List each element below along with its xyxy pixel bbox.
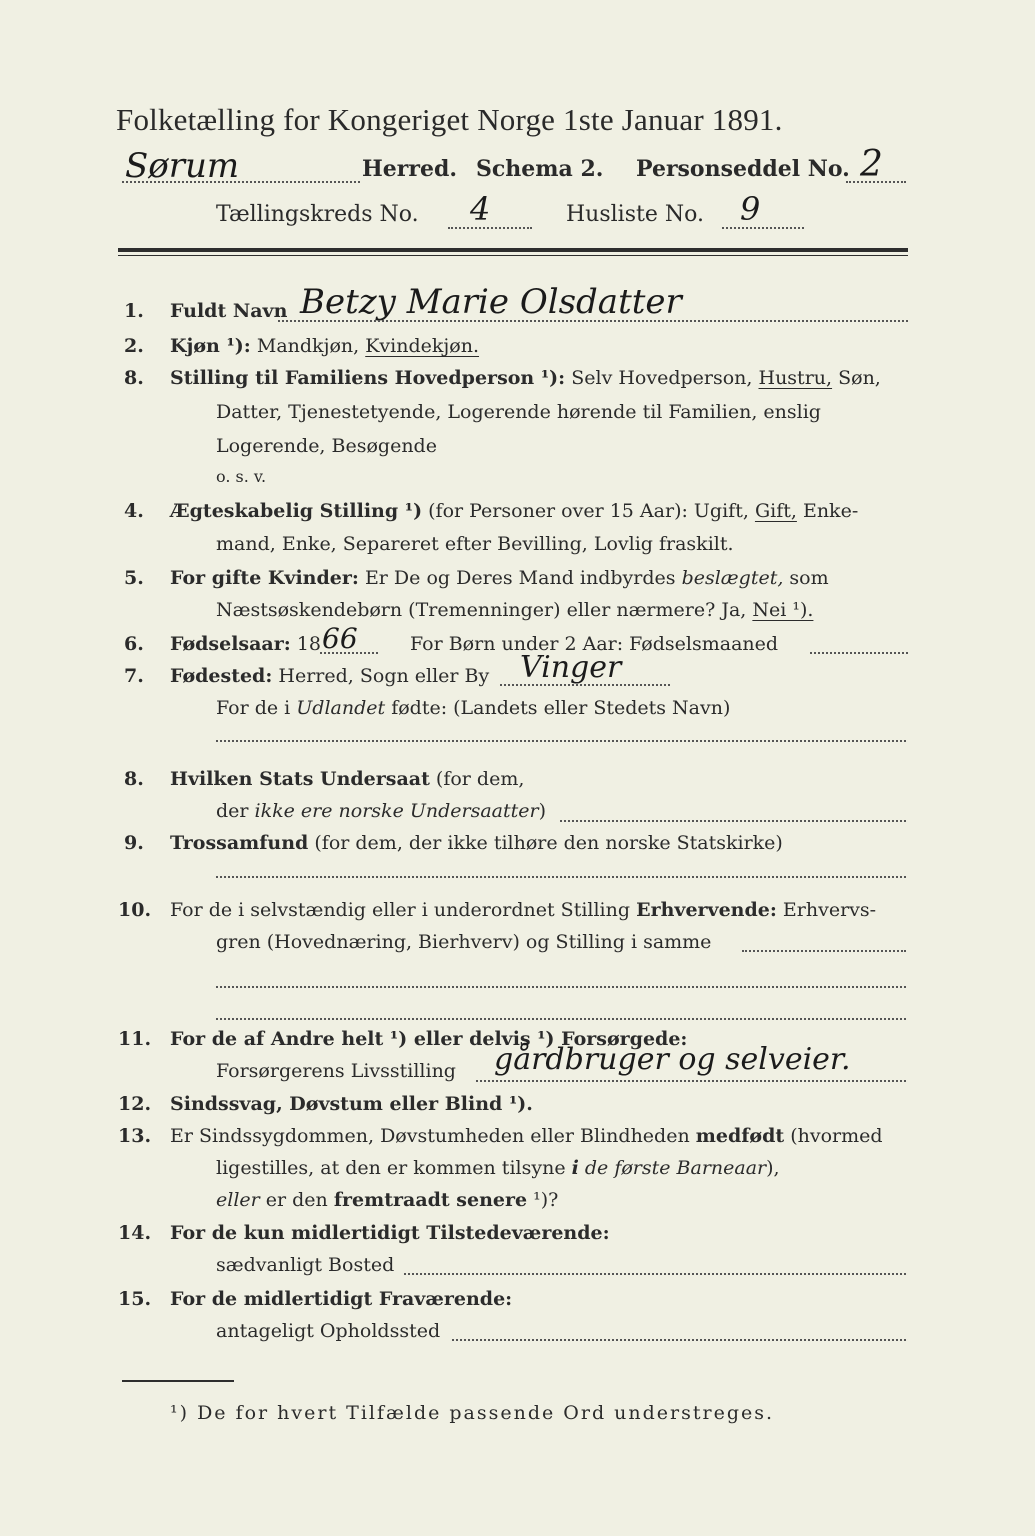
abroad-text-end: fødte: (Landets eller Stedets Navn) — [391, 697, 731, 719]
supporter-label: Forsørgerens Livsstilling — [216, 1060, 456, 1082]
related-italic: beslægtet, — [681, 567, 784, 589]
schema-label: Schema 2. — [476, 156, 604, 182]
citizenship-paren: ) — [538, 800, 547, 822]
congenital-text-end: (hvormed — [790, 1125, 883, 1147]
birthplace-text: Herred, Sogn eller By — [278, 665, 490, 687]
birthyear-dots — [320, 652, 378, 654]
kreds-value: 4 — [470, 190, 491, 228]
item-number: 9. — [124, 832, 144, 854]
supporter-value: gårdbruger og selveier. — [494, 1042, 851, 1077]
temp-present-label: For de kun midlertidigt Tilstedeværende: — [170, 1222, 610, 1244]
item-number: 8. — [124, 367, 144, 389]
husliste-value: 9 — [740, 190, 761, 228]
kreds-dots — [448, 227, 532, 229]
birthyear-value: 66 — [322, 622, 358, 655]
herred-label: Herred. — [362, 156, 458, 182]
item-number: 6. — [124, 633, 144, 655]
sex-label: Kjøn ¹): — [170, 335, 251, 357]
occupation-dots-3 — [216, 1018, 906, 1020]
form-title: Folketælling for Kongeriget Norge 1ste Januar 1891. — [116, 102, 783, 137]
marital-label: Ægteskabelig Stilling ¹) — [170, 500, 423, 522]
sex-female-underlined: Kvindekjøn. — [365, 335, 480, 357]
citizenship-label: Hvilken Stats Undersaat — [170, 768, 430, 790]
citizenship-text: (for dem, — [435, 768, 525, 790]
item-number: 8. — [124, 768, 144, 790]
marital-text: (for Personer over 15 Aar): Ugift, — [428, 500, 749, 522]
kreds-label: Tællingskreds No. — [216, 202, 419, 227]
item-number: 4. — [124, 500, 144, 522]
birthplace-dots — [500, 684, 670, 686]
congenital-line3-end: ¹)? — [533, 1189, 559, 1211]
related-text-end: som — [789, 567, 829, 589]
occupation-dots-2 — [216, 986, 906, 988]
supporter-dots — [476, 1080, 906, 1082]
position-line2: Datter, Tjenestetyende, Logerende hørende til Familien, enslig — [216, 401, 821, 423]
position-text-end: Søn, — [838, 367, 881, 389]
item-number: 1. — [124, 300, 144, 322]
item-number: 10. — [118, 899, 152, 921]
birthmonth-label: For Børn under 2 Aar: Fødselsmaaned — [410, 633, 779, 655]
personseddel-dots — [846, 181, 906, 183]
marital-text-end: Enke- — [802, 500, 859, 522]
sex-male: Mandkjøn, — [256, 335, 360, 357]
herred-value: Sørum — [125, 146, 240, 186]
occupation-dots-1 — [742, 950, 906, 952]
herred-dots — [122, 181, 360, 183]
congenital-line3: er den — [265, 1189, 328, 1211]
congenital-label: medfødt — [695, 1125, 785, 1147]
name-label: Fuldt Navn — [170, 300, 288, 322]
abroad-text: For de i — [216, 697, 291, 719]
religion-text: (for dem, der ikke tilhøre den norske Statskirke) — [314, 832, 783, 854]
husliste-dots — [722, 227, 804, 229]
congenital-or: eller — [216, 1189, 260, 1211]
congenital-line2-end: ), — [766, 1157, 780, 1179]
supported-label: For de af Andre helt ¹) eller delvis ¹) Forsørgede: — [170, 1028, 688, 1050]
congenital-text: Er Sindssygdommen, Døvstumheden eller Blindheden — [170, 1125, 690, 1147]
citizenship-line2: der — [216, 800, 249, 822]
abroad-italic: Udlandet — [296, 697, 386, 719]
footnote: ¹) De for hvert Tilfælde passende Ord understreges. — [170, 1402, 775, 1424]
item-number: 7. — [124, 665, 144, 687]
birthplace-label: Fødested: — [170, 665, 273, 687]
personseddel-label: Personseddel No. — [636, 156, 850, 182]
citizenship-dots — [560, 820, 906, 822]
header-rule-thin — [118, 255, 908, 256]
occupation-line2: gren (Hovednæring, Bierhverv) og Stilling i samme — [216, 931, 712, 953]
usual-residence-label: sædvanligt Bosted — [216, 1254, 395, 1276]
name-value: Betzy Marie Olsdatter — [300, 282, 682, 322]
position-label: Stilling til Familiens Hovedperson ¹): — [170, 367, 566, 389]
usual-residence-dots — [404, 1273, 906, 1275]
related-line2: Næstsøskendebørn (Tremenninger) eller nærmere? Ja, — [216, 599, 747, 621]
religion-label: Trossamfund — [170, 832, 309, 854]
related-text: Er De og Deres Mand indbyrdes — [364, 567, 676, 589]
marital-line2: mand, Enke, Separeret efter Bevilling, Lovlig fraskilt. — [216, 533, 734, 555]
birthyear-prefix: 18 — [296, 633, 321, 655]
item-number: 15. — [118, 1288, 152, 1310]
header-rule-thick — [118, 248, 908, 252]
occupation-label: Erhvervende: — [636, 899, 777, 921]
citizenship-italic: ikke ere norske Undersaatter — [254, 800, 539, 822]
related-underlined: Nei ¹). — [752, 599, 814, 621]
item-number: 13. — [118, 1125, 152, 1147]
congenital-line2: ligestilles, at den er kommen tilsyne — [216, 1157, 566, 1179]
marital-underlined: Gift, — [754, 500, 797, 522]
position-line3: Logerende, Besøgende — [216, 435, 437, 457]
birthyear-label: Fødselsaar: — [170, 633, 291, 655]
birthmonth-dots — [810, 652, 908, 654]
personseddel-value: 2 — [860, 144, 883, 185]
whereabouts-label: antageligt Opholdssted — [216, 1320, 441, 1342]
item-number: 14. — [118, 1222, 152, 1244]
name-dots — [278, 320, 908, 322]
husliste-label: Husliste No. — [566, 202, 704, 227]
footnote-rule — [122, 1380, 234, 1382]
birthplace-value: Vinger — [520, 650, 622, 685]
abroad-dots — [216, 740, 906, 742]
temp-absent-label: For de midlertidigt Fraværende: — [170, 1288, 513, 1310]
occupation-text: For de i selvstændig eller i underordnet Stilling — [170, 899, 631, 921]
congenital-i: i — [571, 1157, 579, 1179]
congenital-later: fremtraadt senere — [333, 1189, 528, 1211]
position-text: Selv Hovedperson, — [571, 367, 753, 389]
disability-label: Sindssvag, Døvstum eller Blind ¹). — [170, 1093, 533, 1115]
position-line4: o. s. v. — [216, 467, 267, 486]
position-underlined: Hustru, — [758, 367, 833, 389]
item-number: 5. — [124, 567, 144, 589]
religion-dots — [216, 876, 906, 878]
occupation-text-end: Erhvervs- — [782, 899, 877, 921]
related-label: For gifte Kvinder: — [170, 567, 359, 589]
congenital-italic: de første Barneaar — [584, 1157, 767, 1179]
whereabouts-dots — [452, 1339, 906, 1341]
item-number: 2. — [124, 335, 144, 357]
item-number: 12. — [118, 1093, 152, 1115]
item-number: 11. — [118, 1028, 152, 1050]
